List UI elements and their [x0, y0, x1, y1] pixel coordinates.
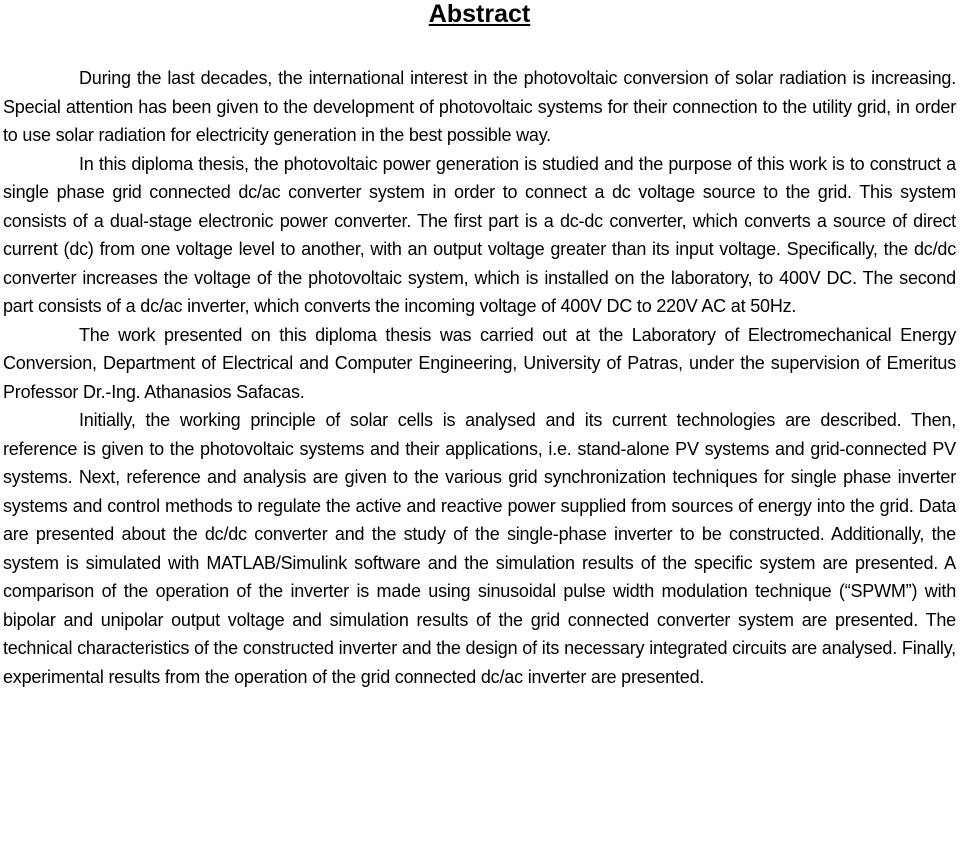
abstract-paragraph-1: During the last decades, the international interest in the photovoltaic conversion of solar radiation is increasing. Special attention has been given to the development of photovoltaic systems for their connection to the utility grid, in order to use solar radiation for electricity generation in the best possible way. [3, 68, 956, 145]
abstract-paragraph-4: Initially, the working principle of solar cells is analysed and its current technologies are described. Then, reference is given to the photovoltaic systems and their applications, i.e. stand-alone PV systems and grid-connected PV systems. Next, reference and analysis are given to the various grid synchronization techniques for single phase inverter systems and control methods to regulate the active and reactive power supplied from sources of energy into the grid. Data are presented about the dc/dc converter and the study of the single-phase inverter to be constructed. Additionally, the system is simulated with MATLAB/Simulink software and the simulation results of the specific system are presented. A comparison of the operation of the inverter is made using sinusoidal pulse width modulation technique (“SPWM”) with bipolar and unipolar output voltage and simulation results of the grid connected converter system are presented. The technical characteristics of the constructed inverter and the design of its necessary integrated circuits are analysed. Finally, experimental results from the operation of the grid connected dc/ac inverter are presented. [3, 410, 956, 687]
abstract-heading: Abstract [428, 0, 531, 28]
abstract-paragraph-2: In this diploma thesis, the photovoltaic power generation is studied and the purpose of this work is to construct a single phase grid connected dc/ac converter system in order to connect a dc voltage source to the grid. This system consists of a dual-stage electronic power converter. The first part is a dc-dc converter, which converts a source of direct current (dc) from one voltage level to another, with an output voltage greater than its input voltage. Specifically, the dc/dc converter increases the voltage of the photovoltaic system, which is installed on the laboratory, to 400V DC. The second part consists of a dc/ac inverter, which converts the incoming voltage of 400V DC to 220V AC at 50Hz. [3, 153, 956, 316]
abstract-paragraph-3: The work presented on this diploma thesis was carried out at the Laboratory of Electromechanical Energy Conversion, Department of Electrical and Computer Engineering, University of Patras, under the supervision of Emeritus Professor Dr.-Ing. Athanasios Safacas. [3, 324, 956, 402]
abstract-body [3, 64, 956, 691]
